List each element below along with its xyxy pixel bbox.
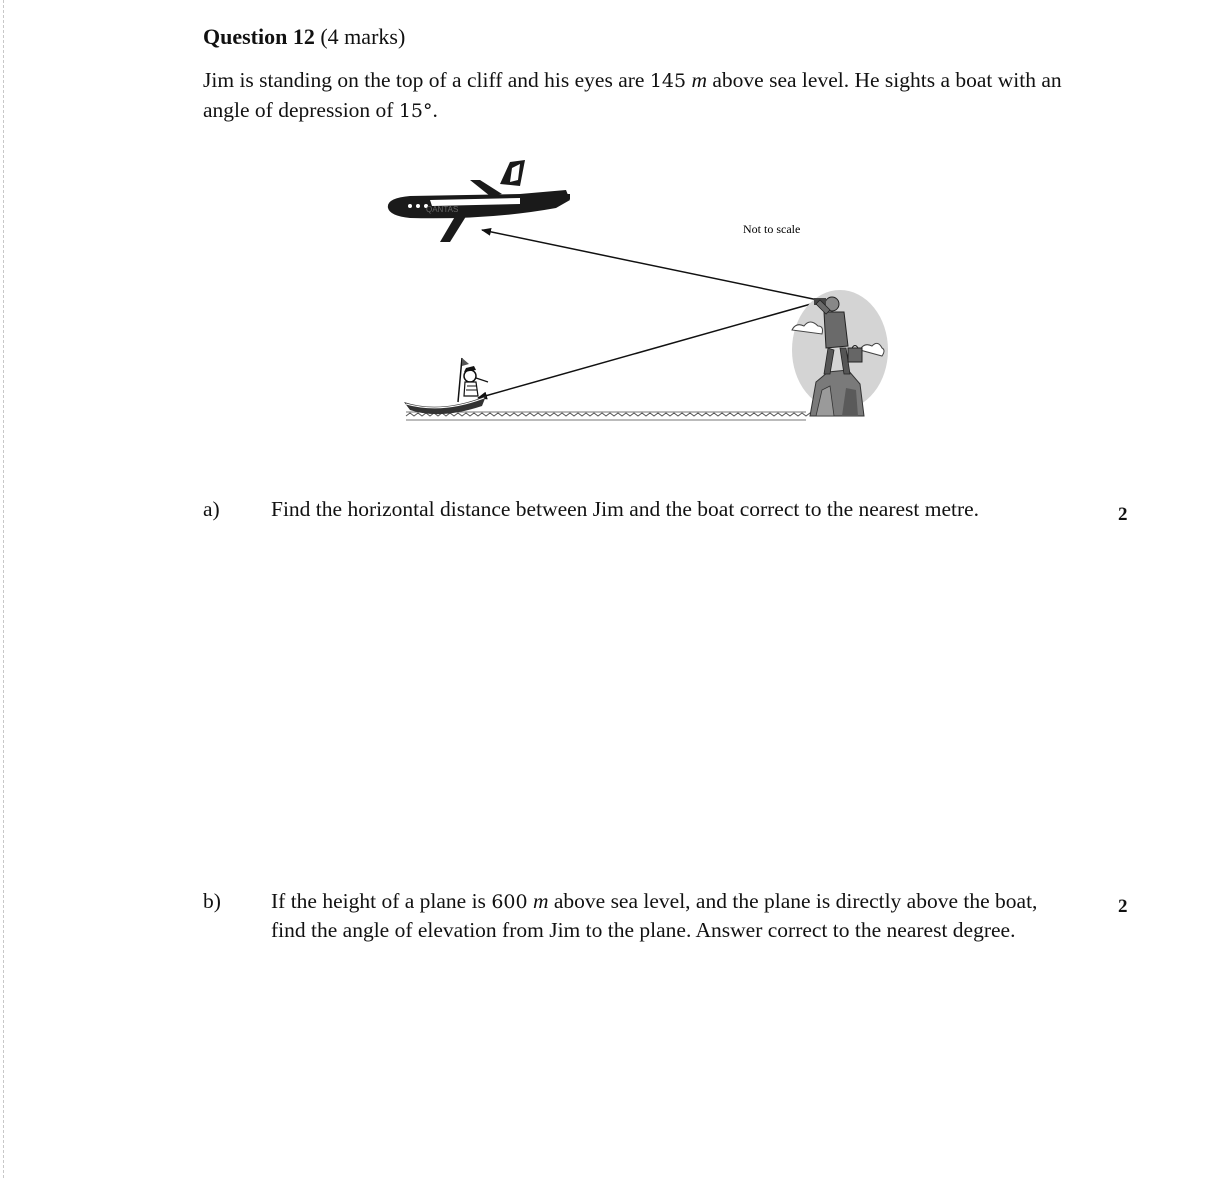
depression-angle-value: 15°: [398, 100, 433, 122]
question-title: Question 12: [203, 24, 315, 49]
question-intro: [203, 66, 1063, 126]
intro-end: .: [432, 98, 438, 122]
intro-text-1: Jim is standing on the top of a cliff and his eyes are: [203, 68, 645, 92]
man-on-cliff-icon: [792, 290, 888, 416]
sea-wave-line: [406, 412, 822, 420]
part-b-label: b): [203, 889, 221, 913]
part-b-text-after: above sea level, and the plane is directly above the boat, find the angle of elevation from Jim to the plane. Answer correct to the nearest degree.: [271, 889, 1038, 942]
question-header: [203, 22, 405, 52]
plane-livery-text: QANTAS: [426, 205, 459, 214]
intro-text-2: above sea level. He sights a boat with an angle of depression of: [203, 68, 1062, 122]
plane-height-value: 600: [491, 891, 528, 913]
part-a-label: a): [203, 497, 220, 521]
diagram-svg: [370, 150, 910, 430]
line-of-sight-to-plane: [482, 230, 818, 300]
part-a-marks: 2: [1118, 504, 1128, 525]
part-b-text: [271, 887, 1061, 944]
part-a-text: Find the horizontal distance between Jim and the boat correct to the nearest metre.: [271, 497, 980, 521]
part-b-marks: 2: [1118, 896, 1128, 917]
not-to-scale-note: Not to scale: [743, 222, 801, 236]
boat-icon: [404, 358, 488, 414]
diagram-figure: [370, 150, 910, 430]
question-marks: (4 marks): [320, 24, 406, 49]
page-left-edge: [3, 0, 4, 1178]
cliff-height-value: 145: [649, 70, 687, 92]
part-b-text-before: If the height of a plane is: [271, 889, 486, 913]
airplane-icon: [388, 160, 570, 242]
plane-height-unit: m: [532, 889, 549, 913]
line-of-sight-to-boat: [478, 302, 818, 398]
cliff-height-unit: m: [691, 68, 708, 92]
